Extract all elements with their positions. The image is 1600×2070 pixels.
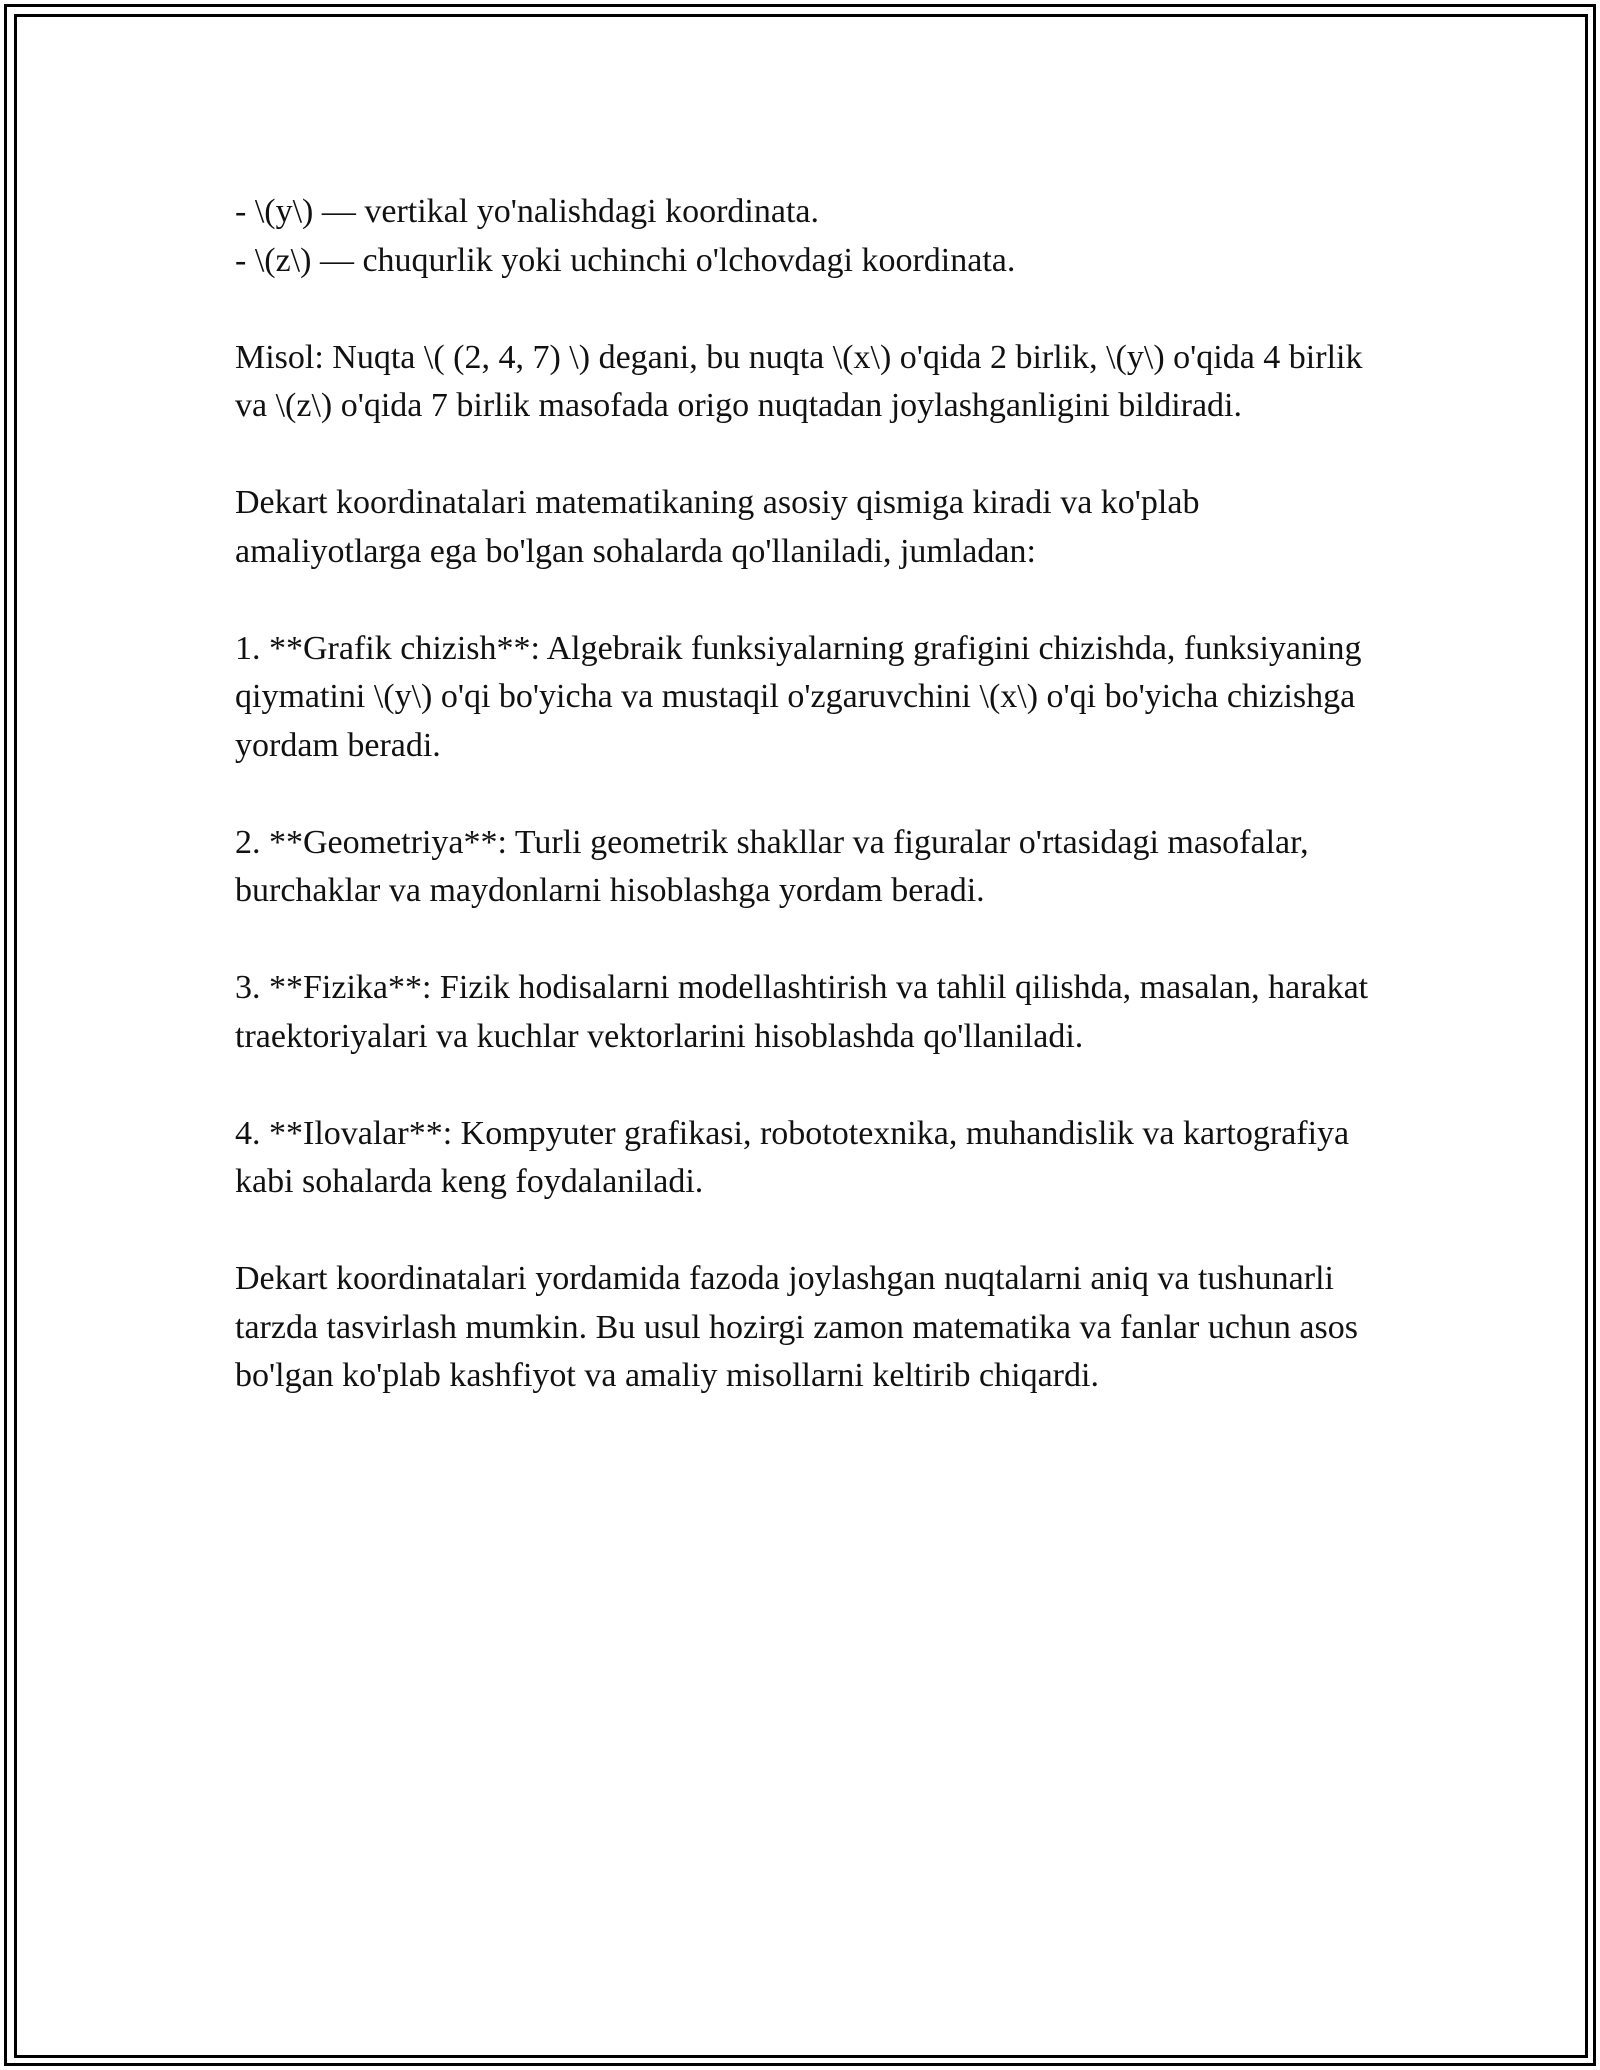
list-item-grafik: 1. **Grafik chizish**: Algebraik funksiyalarning grafigini chizishda, funksiyaning qiymatini \(y\) o'qi bo'yicha va mustaqil o'zgaruvchini \(x\) o'qi bo'yicha chizishga yordam beradi. <box>235 629 1362 764</box>
example-paragraph: Misol: Nuqta \( (2, 4, 7) \) degani, bu nuqta \(x\) o'qida 2 birlik, \(y\) o'qida 4 birlik va \(z\) o'qida 7 birlik masofada origo nuqtadan joylashganligini bildiradi. <box>235 338 1363 424</box>
list-item-geometriya: 2. **Geometriya**: Turli geometrik shakllar va figuralar o'rtasidagi masofalar, burchaklar va maydonlarni hisoblashga yordam beradi. <box>235 823 1309 909</box>
intro-paragraph: Dekart koordinatalari matematikaning asosiy qismiga kiradi va ko'plab amaliyotlarga ega bo'lgan sohalarda qo'llaniladi, jumladan: <box>235 484 1200 570</box>
bullet-line-y: - \(y\) — vertikal yo'nalishdagi koordinata. <box>235 193 819 230</box>
conclusion-paragraph: Dekart koordinatalari yordamida fazoda joylashgan nuqtalarni aniq va tushunarli tarzda tasvirlash mumkin. Bu usul hozirgi zamon matematika va fanlar uchun asos bo'lgan ko'plab kashfiyot va amaliy misollarni keltirib chiqardi. <box>235 1260 1358 1394</box>
list-item-fizika: 3. **Fizika**: Fizik hodisalarni modellashtirish va tahlil qilishda, masalan, harakat traektoriyalari va kuchlar vektorlarini hisoblashda qo'llaniladi. <box>235 969 1369 1055</box>
bullet-line-z: - \(z\) — chuqurlik yoki uchinchi o'lchovdagi koordinata. <box>235 241 1016 279</box>
list-item-ilovalar: 4. **Ilovalar**: Kompyuter grafikasi, robototexnika, muhandislik va kartografiya kabi sohalarda keng foydalaniladi. <box>235 1114 1350 1200</box>
document-body <box>235 188 1375 1449</box>
